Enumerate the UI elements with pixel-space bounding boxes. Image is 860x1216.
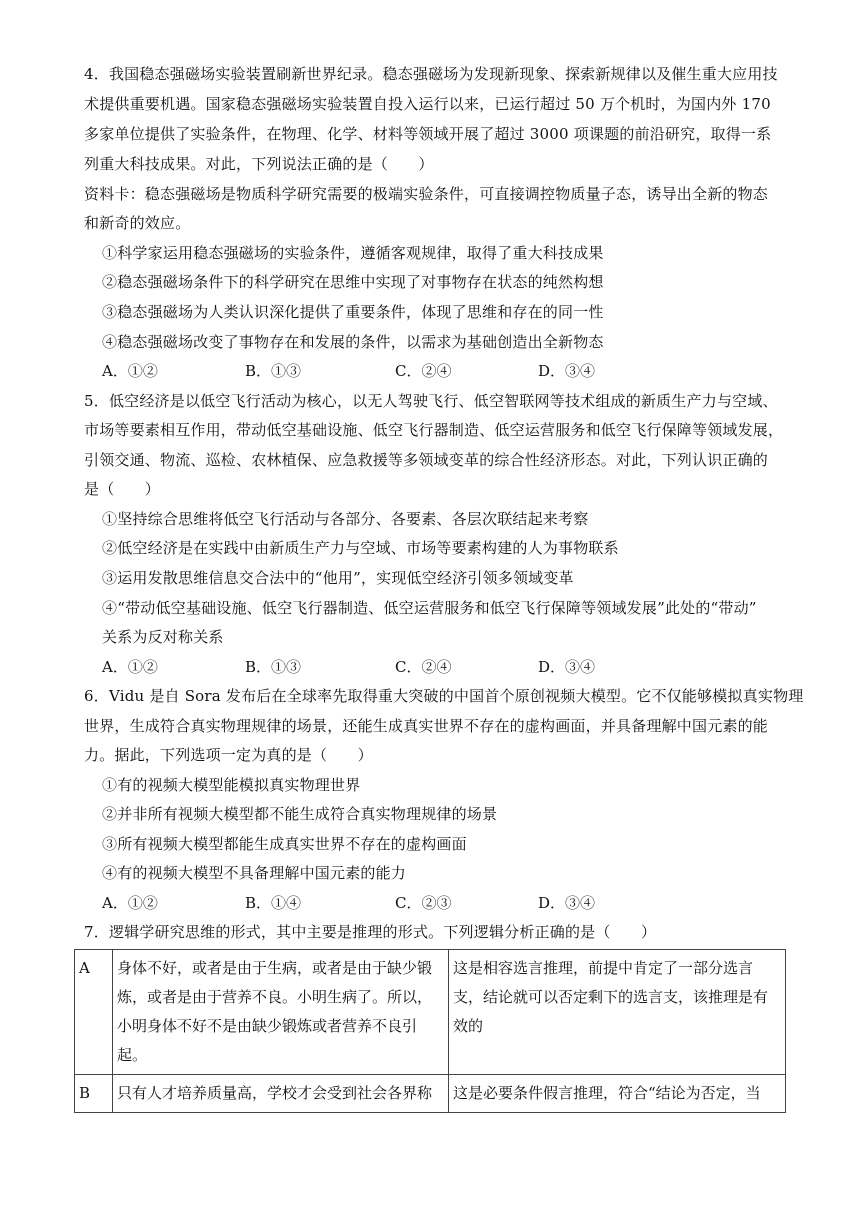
question-4-material-card: 资料卡：稳态强磁场是物质科学研究需要的极端实验条件，可直接调控物质量子态，诱导出全新的物态	[84, 185, 769, 203]
option-b[interactable]: B．①③	[245, 658, 302, 676]
question-5-stem-line: 5．低空经济是以低空飞行活动为核心，以无人驾驶飞行、低空智联网等技术组成的新质生产力与空域、	[84, 392, 778, 410]
question-4-statement-3: ③稳态强磁场为人类认识深化提供了重要条件，体现了思维和存在的同一性	[102, 303, 604, 321]
question-5-statement-4: ④“带动低空基础设施、低空飞行器制造、低空运营服务和低空飞行保障等领域发展”此处的“带动”	[102, 599, 757, 617]
row-a-example: 身体不好，或者是由于生病，或者是由于缺少锻炼，或者是由于营养不良。小明生病了。所以，小明身体不好不是由缺少锻炼或者营养不良引起。	[113, 950, 449, 1075]
question-5-stem-line: 引领交通、物流、巡检、农林植保、应急救援等多领域变革的综合性经济形态。对此，下列认识正确的	[84, 451, 769, 469]
question-4-statement-2: ②稳态强磁场条件下的科学研究在思维中实现了对事物存在状态的纯然构想	[102, 273, 604, 291]
question-5-stem-line: 市场等要素相互作用，带动低空基础设施、低空飞行器制造、低空运营服务和低空飞行保障等领域发展，	[84, 421, 784, 439]
question-6-stem-line: 力。据此，下列选项一定为真的是（ ）	[84, 746, 373, 764]
row-label-b[interactable]: B	[75, 1075, 113, 1113]
option-d[interactable]: D．③④	[538, 362, 596, 380]
question-4-stem-line: 4．我国稳态强磁场实验装置刷新世界纪录。稳态强磁场为发现新现象、探索新规律以及催生重大应用技	[84, 65, 778, 83]
question-6-statement-3: ③所有视频大模型都能生成真实世界不存在的虚构画面	[102, 835, 467, 853]
option-d[interactable]: D．③④	[538, 894, 596, 912]
question-5-statement-2: ②低空经济是在实践中由新质生产力与空域、市场等要素构建的人为事物联系	[102, 539, 619, 557]
question-4-stem-line: 多家单位提供了实验条件，在物理、化学、材料等领域开展了超过 3000 项课题的前沿研究，取得一系	[84, 125, 772, 143]
question-6-statement-1: ①有的视频大模型能模拟真实物理世界	[102, 776, 361, 794]
question-5-statement-1: ①坚持综合思维将低空飞行活动与各部分、各要素、各层次联结起来考察	[102, 510, 589, 528]
option-c[interactable]: C．②③	[395, 894, 452, 912]
question-6-stem-line: 6．Vidu 是自 Sora 发布后在全球率先取得重大突破的中国首个原创视频大模型。它不仅能够模拟真实物理	[84, 687, 804, 705]
question-4-statement-1: ①科学家运用稳态强磁场的实验条件，遵循客观规律，取得了重大科技成果	[102, 244, 604, 262]
question-6-statement-2: ②并非所有视频大模型都不能生成符合真实物理规律的场景	[102, 805, 498, 823]
question-6-stem-line: 世界，生成符合真实物理规律的场景，还能生成真实世界不存在的虚构画面，并具备理解中国元素的能	[84, 717, 769, 735]
table-row	[75, 950, 786, 1075]
question-4-statement-4: ④稳态强磁场改变了事物存在和发展的条件，以需求为基础创造出全新物态	[102, 333, 604, 351]
option-a[interactable]: A．①②	[102, 894, 158, 912]
option-c[interactable]: C．②④	[395, 658, 452, 676]
table-row	[75, 1075, 786, 1113]
question-5-stem-line: 是（ ）	[84, 480, 161, 498]
row-label-a[interactable]: A	[75, 950, 113, 1075]
question-5-statement-4-cont: 关系为反对称关系	[102, 628, 224, 646]
option-b[interactable]: B．①④	[245, 894, 302, 912]
question-7-stem: 7．逻辑学研究思维的形式，其中主要是推理的形式。下列逻辑分析正确的是（ ）	[84, 923, 657, 941]
question-4-stem-line: 列重大科技成果。对此，下列说法正确的是（ ）	[84, 155, 434, 173]
question-6-statement-4: ④有的视频大模型不具备理解中国元素的能力	[102, 864, 407, 882]
option-a[interactable]: A．①②	[102, 658, 158, 676]
question-6-options	[102, 893, 802, 915]
question-4-stem-line: 术提供重要机遇。国家稳态强磁场实验装置自投入运行以来，已运行超过 50 万个机时，为国内外 170	[84, 95, 771, 113]
question-4-material-card: 和新奇的效应。	[84, 214, 191, 232]
question-4-options	[102, 361, 802, 383]
option-d[interactable]: D．③④	[538, 658, 596, 676]
row-a-analysis: 这是相容选言推理，前提中肯定了一部分选言支，结论就可以否定剩下的选言支，该推理是有效的	[449, 950, 786, 1075]
option-c[interactable]: C．②④	[395, 362, 452, 380]
question-7-table	[74, 949, 786, 1113]
option-a[interactable]: A．①②	[102, 362, 158, 380]
row-b-example: 只有人才培养质量高，学校才会受到社会各界称	[113, 1075, 449, 1113]
option-b[interactable]: B．①③	[245, 362, 302, 380]
question-5-options	[102, 657, 802, 679]
row-b-analysis: 这是必要条件假言推理，符合“结论为否定，当	[449, 1075, 786, 1113]
question-5-statement-3: ③运用发散思维信息交合法中的“他用”，实现低空经济引领多领域变革	[102, 569, 574, 587]
